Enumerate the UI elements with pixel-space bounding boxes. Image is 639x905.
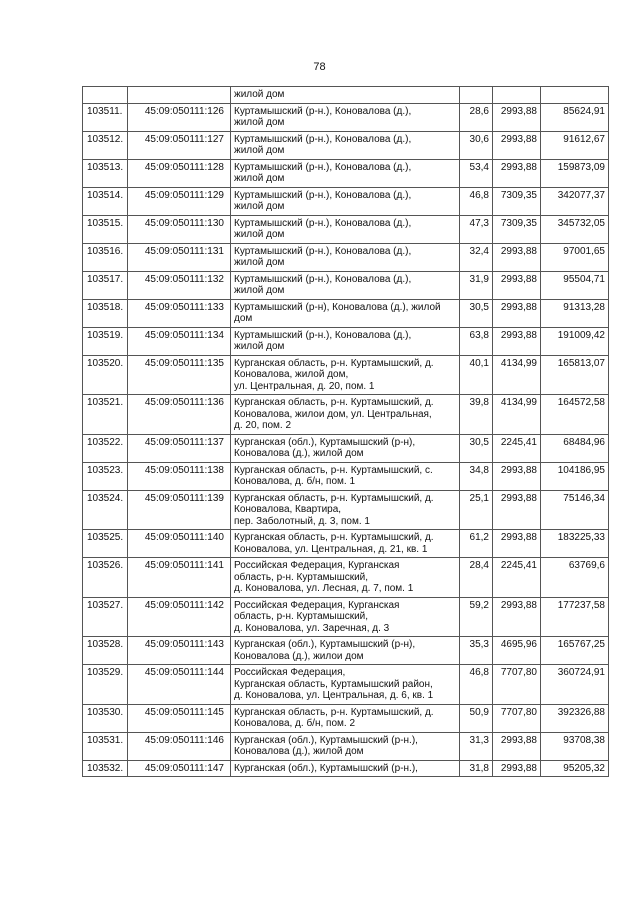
cell-area — [460, 87, 493, 104]
cell-id: 103520. — [83, 355, 128, 395]
cell-cadastral: 45:09:050111:139 — [128, 490, 231, 530]
table-row — [83, 299, 609, 327]
cell-rate: 2245,41 — [493, 558, 541, 598]
cell-cadastral: 45:09:050111:141 — [128, 558, 231, 598]
cell-area: 31,9 — [460, 271, 493, 299]
cell-description: Куртамышский (р-н.), Коновалова (д.), жилой дом — [231, 243, 460, 271]
cell-area: 39,8 — [460, 395, 493, 435]
cell-value: 164572,58 — [541, 395, 609, 435]
cell-value: 345732,05 — [541, 215, 609, 243]
cell-cadastral: 45:09:050111:129 — [128, 187, 231, 215]
cell-description: Куртамышский (р-н), Коновалова (д.), жилой дом — [231, 299, 460, 327]
cell-id: 103525. — [83, 530, 128, 558]
cell-cadastral: 45:09:050111:147 — [128, 760, 231, 777]
table-row — [83, 597, 609, 637]
cell-id: 103524. — [83, 490, 128, 530]
cell-cadastral: 45:09:050111:135 — [128, 355, 231, 395]
cell-value — [541, 87, 609, 104]
cell-area: 50,9 — [460, 704, 493, 732]
cell-cadastral: 45:09:050111:131 — [128, 243, 231, 271]
cell-cadastral: 45:09:050111:128 — [128, 159, 231, 187]
cell-cadastral: 45:09:050111:126 — [128, 103, 231, 131]
cell-description: жилой дом — [231, 87, 460, 104]
cell-cadastral — [128, 87, 231, 104]
cell-value: 177237,58 — [541, 597, 609, 637]
cell-cadastral: 45:09:050111:143 — [128, 637, 231, 665]
cell-id: 103531. — [83, 732, 128, 760]
cell-rate: 2993,88 — [493, 299, 541, 327]
cell-value: 191009,42 — [541, 327, 609, 355]
cell-area: 34,8 — [460, 462, 493, 490]
cell-value: 95205,32 — [541, 760, 609, 777]
cell-value: 392326,88 — [541, 704, 609, 732]
table-row — [83, 665, 609, 705]
cell-value: 95504,71 — [541, 271, 609, 299]
cell-value: 91313,28 — [541, 299, 609, 327]
cell-id: 103523. — [83, 462, 128, 490]
cell-id: 103511. — [83, 103, 128, 131]
cell-value: 183225,33 — [541, 530, 609, 558]
cell-rate: 4134,99 — [493, 355, 541, 395]
cell-area: 61,2 — [460, 530, 493, 558]
cell-rate: 2993,88 — [493, 131, 541, 159]
cell-id: 103528. — [83, 637, 128, 665]
cell-area: 30,5 — [460, 299, 493, 327]
cell-cadastral: 45:09:050111:132 — [128, 271, 231, 299]
cell-id: 103518. — [83, 299, 128, 327]
cell-area: 32,4 — [460, 243, 493, 271]
table-row — [83, 637, 609, 665]
cell-value: 75146,34 — [541, 490, 609, 530]
cell-id: 103521. — [83, 395, 128, 435]
cell-value: 63769,6 — [541, 558, 609, 598]
cell-value: 360724,91 — [541, 665, 609, 705]
cell-id: 103512. — [83, 131, 128, 159]
cell-description: Курганская (обл.), Куртамышский (р-н.), — [231, 760, 460, 777]
cell-rate: 2993,88 — [493, 530, 541, 558]
table-body — [83, 87, 609, 777]
cell-description: Российская Федерация, Курганская область, р-н. Куртамышский, д. Коновалова, ул. Заречная, д. 3 — [231, 597, 460, 637]
cell-description: Курганская (обл.), Куртамышский (р-н.), Коновалова (д.), жилой дом — [231, 732, 460, 760]
cell-description: Курганская область, р-н. Куртамышский, д. Коновалова, д. б/н, пом. 2 — [231, 704, 460, 732]
cell-description: Российская Федерация, Курганская область, р-н. Куртамышский, д. Коновалова, ул. Лесная, д. 7, пом. 1 — [231, 558, 460, 598]
cell-description: Курганская область, р-н. Куртамышский, с. Коновалова, д. б/н, пом. 1 — [231, 462, 460, 490]
cell-id — [83, 87, 128, 104]
table-row — [83, 131, 609, 159]
cell-id: 103526. — [83, 558, 128, 598]
cell-id: 103515. — [83, 215, 128, 243]
cell-area: 47,3 — [460, 215, 493, 243]
cell-cadastral: 45:09:050111:145 — [128, 704, 231, 732]
cell-cadastral: 45:09:050111:134 — [128, 327, 231, 355]
cell-cadastral: 45:09:050111:137 — [128, 434, 231, 462]
cell-value: 159873,09 — [541, 159, 609, 187]
cell-area: 31,8 — [460, 760, 493, 777]
cell-rate: 7707,80 — [493, 665, 541, 705]
cell-area: 31,3 — [460, 732, 493, 760]
cell-rate: 2993,88 — [493, 271, 541, 299]
cell-value: 85624,91 — [541, 103, 609, 131]
cell-cadastral: 45:09:050111:136 — [128, 395, 231, 435]
cell-rate — [493, 87, 541, 104]
cell-description: Курганская область, р-н. Куртамышский, д. Коновалова, Квартира, пер. Заболотный, д. 3, пом. 1 — [231, 490, 460, 530]
cell-area: 46,8 — [460, 187, 493, 215]
cell-cadastral: 45:09:050111:144 — [128, 665, 231, 705]
cell-area: 30,5 — [460, 434, 493, 462]
table-row — [83, 395, 609, 435]
cell-cadastral: 45:09:050111:138 — [128, 462, 231, 490]
cell-area: 40,1 — [460, 355, 493, 395]
cell-value: 104186,95 — [541, 462, 609, 490]
cell-description: Куртамышский (р-н.), Коновалова (д.), жилой дом — [231, 187, 460, 215]
cell-rate: 2993,88 — [493, 243, 541, 271]
cell-description: Курганская область, р-н. Куртамышский, д. Коновалова, ул. Центральная, д. 21, кв. 1 — [231, 530, 460, 558]
cell-id: 103513. — [83, 159, 128, 187]
table-row — [83, 187, 609, 215]
cell-rate: 2245,41 — [493, 434, 541, 462]
cell-rate: 7707,80 — [493, 704, 541, 732]
cell-area: 63,8 — [460, 327, 493, 355]
cell-description: Куртамышский (р-н.), Коновалова (д.), жилой дом — [231, 215, 460, 243]
table-row — [83, 490, 609, 530]
cell-rate: 2993,88 — [493, 159, 541, 187]
table-row — [83, 327, 609, 355]
table-row — [83, 760, 609, 777]
cell-area: 28,4 — [460, 558, 493, 598]
cell-description: Курганская область, р-н. Куртамышский, д. Коновалова, жилой дом, ул. Центральная, д. 20, пом. 1 — [231, 355, 460, 395]
table-row — [83, 704, 609, 732]
cell-area: 53,4 — [460, 159, 493, 187]
table-row — [83, 243, 609, 271]
cell-id: 103530. — [83, 704, 128, 732]
cell-id: 103527. — [83, 597, 128, 637]
cell-cadastral: 45:09:050111:142 — [128, 597, 231, 637]
cell-rate: 4134,99 — [493, 395, 541, 435]
cell-value: 91612,67 — [541, 131, 609, 159]
table-row — [83, 271, 609, 299]
cell-description: Куртамышский (р-н.), Коновалова (д.), жилой дом — [231, 131, 460, 159]
cell-id: 103522. — [83, 434, 128, 462]
cell-id: 103529. — [83, 665, 128, 705]
cell-description: Куртамышский (р-н.), Коновалова (д.), жилой дом — [231, 271, 460, 299]
cell-cadastral: 45:09:050111:133 — [128, 299, 231, 327]
cell-rate: 2993,88 — [493, 103, 541, 131]
cell-cadastral: 45:09:050111:140 — [128, 530, 231, 558]
table-row — [83, 530, 609, 558]
cell-rate: 7309,35 — [493, 187, 541, 215]
table-row — [83, 355, 609, 395]
cell-cadastral: 45:09:050111:130 — [128, 215, 231, 243]
table-row — [83, 103, 609, 131]
table-row — [83, 215, 609, 243]
continuation-row — [83, 87, 609, 104]
cell-cadastral: 45:09:050111:127 — [128, 131, 231, 159]
cell-value: 165813,07 — [541, 355, 609, 395]
cell-area: 35,3 — [460, 637, 493, 665]
cell-description: Куртамышский (р-н.), Коновалова (д.), жилой дом — [231, 159, 460, 187]
cell-description: Куртамышский (р-н.), Коновалова (д.), жилой дом — [231, 327, 460, 355]
cadastral-value-table — [82, 86, 609, 777]
cell-rate: 2993,88 — [493, 327, 541, 355]
cell-area: 28,6 — [460, 103, 493, 131]
cell-description: Курганская область, р-н. Куртамышский, д. Коновалова, жилои дом, ул. Центральная, д. 20, пом. 2 — [231, 395, 460, 435]
cell-rate: 2993,88 — [493, 490, 541, 530]
page-number: 78 — [313, 61, 326, 73]
cell-cadastral: 45:09:050111:146 — [128, 732, 231, 760]
table-row — [83, 462, 609, 490]
cell-id: 103516. — [83, 243, 128, 271]
cell-value: 93708,38 — [541, 732, 609, 760]
cell-id: 103519. — [83, 327, 128, 355]
cell-description: Курганская (обл.), Куртамышский (р-н), Коновалова (д.), жилои дом — [231, 637, 460, 665]
cell-description: Курганская (обл.), Куртамышский (р-н), Коновалова (д.), жилой дом — [231, 434, 460, 462]
cell-rate: 2993,88 — [493, 462, 541, 490]
cell-value: 97001,65 — [541, 243, 609, 271]
cell-id: 103517. — [83, 271, 128, 299]
table-row — [83, 434, 609, 462]
cell-rate: 4695,96 — [493, 637, 541, 665]
cell-rate: 2993,88 — [493, 597, 541, 637]
cell-area: 46,8 — [460, 665, 493, 705]
cell-rate: 7309,35 — [493, 215, 541, 243]
cell-rate: 2993,88 — [493, 760, 541, 777]
cell-value: 68484,96 — [541, 434, 609, 462]
cell-area: 30,6 — [460, 131, 493, 159]
cell-area: 59,2 — [460, 597, 493, 637]
cell-rate: 2993,88 — [493, 732, 541, 760]
cell-value: 165767,25 — [541, 637, 609, 665]
cell-area: 25,1 — [460, 490, 493, 530]
cell-value: 342077,37 — [541, 187, 609, 215]
table-row — [83, 558, 609, 598]
cell-id: 103532. — [83, 760, 128, 777]
table-row — [83, 732, 609, 760]
cell-description: Куртамышский (р-н.), Коновалова (д.), жилой дом — [231, 103, 460, 131]
cell-id: 103514. — [83, 187, 128, 215]
cell-description: Российская Федерация, Курганская область, Куртамышский район, д. Коновалова, ул. Центральная, д. 6, кв. 1 — [231, 665, 460, 705]
table-row — [83, 159, 609, 187]
